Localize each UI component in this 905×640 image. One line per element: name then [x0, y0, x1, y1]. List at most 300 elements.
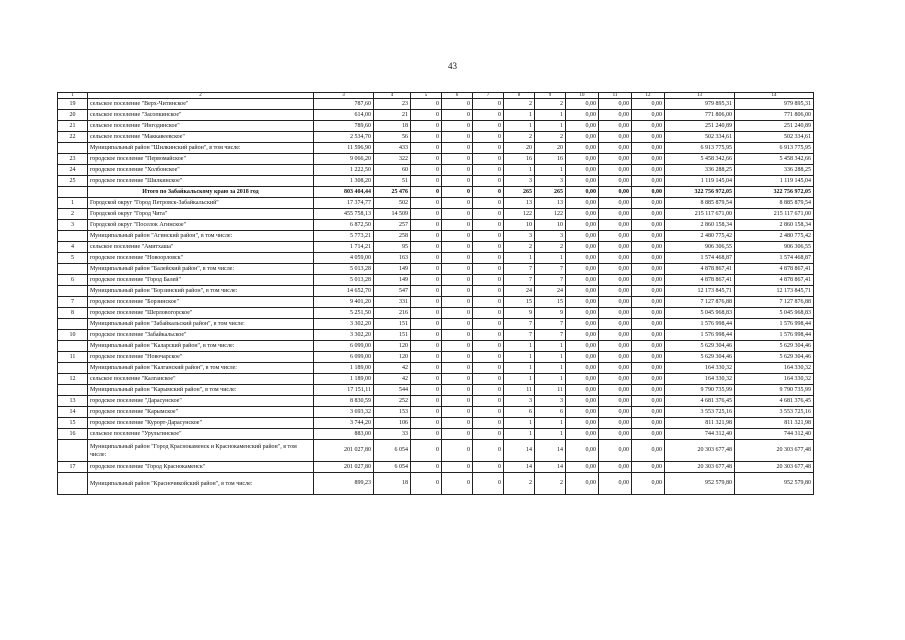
- value-cell: 0: [473, 407, 504, 418]
- table-row: [58, 297, 814, 308]
- value-cell: 20 303 677,48: [735, 462, 814, 473]
- value-cell: 9 401,20: [314, 297, 374, 308]
- value-cell: 0: [442, 165, 473, 176]
- column-number: 14: [735, 93, 814, 99]
- value-cell: 0,00: [632, 143, 665, 154]
- table-row: [58, 396, 814, 407]
- name-cell: Муниципальный район "Карымский район", в том числе:: [88, 385, 314, 396]
- row-number-cell: [58, 286, 88, 297]
- name-cell: городское поселение "Первомайское": [88, 154, 314, 165]
- value-cell: 0,00: [566, 209, 599, 220]
- value-cell: 744 312,40: [665, 429, 735, 440]
- value-cell: 2: [535, 473, 566, 495]
- value-cell: 3 744,20: [314, 418, 374, 429]
- value-cell: 0,00: [632, 429, 665, 440]
- value-cell: 122: [504, 209, 535, 220]
- column-number: 3: [314, 93, 374, 99]
- table-row: [58, 132, 814, 143]
- value-cell: 5 458 342,66: [735, 154, 814, 165]
- column-number: 13: [665, 93, 735, 99]
- name-cell: сельское поселение "Ингодинское": [88, 121, 314, 132]
- value-cell: 4 878 867,41: [735, 275, 814, 286]
- value-cell: 1: [504, 121, 535, 132]
- value-cell: 6 099,00: [314, 352, 374, 363]
- value-cell: 3 693,32: [314, 407, 374, 418]
- value-cell: 7: [504, 330, 535, 341]
- value-cell: 0: [442, 209, 473, 220]
- table-row: [58, 121, 814, 132]
- value-cell: 322 756 972,05: [735, 187, 814, 198]
- value-cell: 9: [504, 308, 535, 319]
- value-cell: 151: [374, 330, 411, 341]
- name-cell: городское поселение "Город Краснокаменск": [88, 462, 314, 473]
- value-cell: 3: [535, 176, 566, 187]
- value-cell: 899,23: [314, 473, 374, 495]
- value-cell: 0,00: [632, 198, 665, 209]
- value-cell: 163: [374, 253, 411, 264]
- value-cell: 20 303 677,48: [735, 440, 814, 462]
- value-cell: 12 173 845,71: [665, 286, 735, 297]
- value-cell: 0,00: [632, 462, 665, 473]
- row-number-cell: 8: [58, 308, 88, 319]
- value-cell: 0: [473, 429, 504, 440]
- value-cell: 23: [374, 99, 411, 110]
- value-cell: 0,00: [632, 220, 665, 231]
- value-cell: 164 330,32: [735, 363, 814, 374]
- value-cell: 0: [442, 121, 473, 132]
- value-cell: 0: [442, 341, 473, 352]
- value-cell: 0,00: [632, 286, 665, 297]
- value-cell: 14: [535, 440, 566, 462]
- value-cell: 0,00: [632, 473, 665, 495]
- value-cell: 7: [535, 264, 566, 275]
- value-cell: 0: [473, 363, 504, 374]
- name-cell: Городской округ "Город Петровск-Забайкальский": [88, 198, 314, 209]
- row-number-cell: 19: [58, 99, 88, 110]
- value-cell: 257: [374, 220, 411, 231]
- value-cell: 7: [535, 275, 566, 286]
- value-cell: 0,00: [599, 176, 632, 187]
- value-cell: 14: [504, 440, 535, 462]
- value-cell: 0,00: [632, 319, 665, 330]
- value-cell: 0: [442, 308, 473, 319]
- table-row: [58, 429, 814, 440]
- value-cell: 0: [442, 110, 473, 121]
- value-cell: 5 013,28: [314, 275, 374, 286]
- value-cell: 9 790 735,99: [735, 385, 814, 396]
- table-row: [58, 330, 814, 341]
- value-cell: 883,00: [314, 429, 374, 440]
- value-cell: 2 860 158,34: [665, 220, 735, 231]
- value-cell: 95: [374, 242, 411, 253]
- value-cell: 0: [411, 121, 442, 132]
- value-cell: 5 045 968,83: [735, 308, 814, 319]
- value-cell: 0: [411, 209, 442, 220]
- row-number-cell: 14: [58, 407, 88, 418]
- value-cell: 0,00: [566, 165, 599, 176]
- value-cell: 1: [535, 418, 566, 429]
- value-cell: 502 334,61: [665, 132, 735, 143]
- row-number-cell: [58, 473, 88, 495]
- value-cell: 2: [535, 132, 566, 143]
- value-cell: 952 579,80: [665, 473, 735, 495]
- value-cell: 952 579,80: [735, 473, 814, 495]
- value-cell: 787,60: [314, 99, 374, 110]
- value-cell: 0,00: [566, 330, 599, 341]
- table-row: [58, 143, 814, 154]
- value-cell: 0: [473, 198, 504, 209]
- value-cell: 0,00: [599, 286, 632, 297]
- value-cell: 13: [504, 198, 535, 209]
- value-cell: 122: [535, 209, 566, 220]
- value-cell: 0: [473, 242, 504, 253]
- value-cell: 33: [374, 429, 411, 440]
- value-cell: 0,00: [566, 110, 599, 121]
- value-cell: 0,00: [566, 99, 599, 110]
- value-cell: 6 054: [374, 462, 411, 473]
- value-cell: 0,00: [566, 374, 599, 385]
- value-cell: 7: [535, 330, 566, 341]
- value-cell: 0,00: [599, 242, 632, 253]
- value-cell: 1 189,00: [314, 374, 374, 385]
- value-cell: 1: [535, 363, 566, 374]
- value-cell: 0,00: [599, 429, 632, 440]
- value-cell: 1 574 468,87: [665, 253, 735, 264]
- value-cell: 0: [473, 99, 504, 110]
- value-cell: 0: [411, 462, 442, 473]
- value-cell: 120: [374, 341, 411, 352]
- value-cell: 14: [504, 462, 535, 473]
- value-cell: 9 790 735,99: [665, 385, 735, 396]
- value-cell: 252: [374, 396, 411, 407]
- row-number-cell: [58, 187, 88, 198]
- value-cell: 5 458 342,66: [665, 154, 735, 165]
- name-cell: сельское поселение "Верх-Читинское": [88, 99, 314, 110]
- value-cell: 979 895,31: [665, 99, 735, 110]
- value-cell: 0,00: [632, 242, 665, 253]
- name-cell: Городской округ "Город Чита": [88, 209, 314, 220]
- value-cell: 4 878 867,41: [735, 264, 814, 275]
- table-body: [58, 93, 814, 495]
- value-cell: 14: [535, 462, 566, 473]
- value-cell: 0,00: [599, 110, 632, 121]
- value-cell: 1: [504, 341, 535, 352]
- table-row: [58, 308, 814, 319]
- value-cell: 0: [411, 242, 442, 253]
- value-cell: 0,00: [566, 264, 599, 275]
- value-cell: 20: [504, 143, 535, 154]
- value-cell: 17 374,77: [314, 198, 374, 209]
- value-cell: 0,00: [566, 462, 599, 473]
- value-cell: 0: [411, 99, 442, 110]
- value-cell: 0,00: [599, 418, 632, 429]
- value-cell: 0: [411, 198, 442, 209]
- value-cell: 0: [473, 462, 504, 473]
- table-row: [58, 99, 814, 110]
- row-number-cell: 6: [58, 275, 88, 286]
- value-cell: 0: [411, 110, 442, 121]
- value-cell: 0,00: [632, 99, 665, 110]
- value-cell: 0,00: [632, 352, 665, 363]
- value-cell: 3: [535, 231, 566, 242]
- value-cell: 0,00: [566, 121, 599, 132]
- value-cell: 0,00: [566, 429, 599, 440]
- value-cell: 0,00: [632, 231, 665, 242]
- value-cell: 0: [473, 154, 504, 165]
- table-row: [58, 253, 814, 264]
- value-cell: 0,00: [632, 110, 665, 121]
- value-cell: 0,00: [632, 297, 665, 308]
- table-row: [58, 165, 814, 176]
- value-cell: 0,00: [566, 275, 599, 286]
- value-cell: 0: [473, 132, 504, 143]
- value-cell: 979 895,31: [735, 99, 814, 110]
- value-cell: 11: [535, 385, 566, 396]
- value-cell: 164 330,32: [665, 363, 735, 374]
- table-row: [58, 286, 814, 297]
- value-cell: 20: [535, 143, 566, 154]
- value-cell: 0,00: [599, 198, 632, 209]
- value-cell: 0,00: [599, 330, 632, 341]
- row-number-cell: 10: [58, 330, 88, 341]
- value-cell: 0,00: [632, 341, 665, 352]
- column-number: 11: [599, 93, 632, 99]
- value-cell: 0: [411, 374, 442, 385]
- value-cell: 0,00: [599, 374, 632, 385]
- value-cell: 0: [473, 165, 504, 176]
- value-cell: 0: [473, 385, 504, 396]
- value-cell: 1: [504, 352, 535, 363]
- value-cell: 0: [473, 286, 504, 297]
- value-cell: 265: [504, 187, 535, 198]
- name-cell: сельское поселение "Амитхаша": [88, 242, 314, 253]
- table-row: [58, 264, 814, 275]
- value-cell: 336 288,25: [735, 165, 814, 176]
- value-cell: 0: [442, 440, 473, 462]
- value-cell: 0,00: [632, 132, 665, 143]
- value-cell: 149: [374, 275, 411, 286]
- name-cell: Муниципальный район "Агинский район", в том числе:: [88, 231, 314, 242]
- row-number-cell: [58, 319, 88, 330]
- value-cell: 0: [411, 385, 442, 396]
- value-cell: 547: [374, 286, 411, 297]
- value-cell: 120: [374, 352, 411, 363]
- value-cell: 3 553 725,16: [665, 407, 735, 418]
- value-cell: 0: [442, 264, 473, 275]
- value-cell: 1 574 468,87: [735, 253, 814, 264]
- value-cell: 0,00: [632, 187, 665, 198]
- value-cell: 0,00: [632, 330, 665, 341]
- value-cell: 544: [374, 385, 411, 396]
- value-cell: 0: [473, 264, 504, 275]
- value-cell: 0: [411, 330, 442, 341]
- value-cell: 0,00: [566, 341, 599, 352]
- value-cell: 0: [442, 462, 473, 473]
- value-cell: 1 308,20: [314, 176, 374, 187]
- name-cell: городское поселение "Холбонское": [88, 165, 314, 176]
- name-cell: городское поселение "Шилкинское": [88, 176, 314, 187]
- value-cell: 0,00: [566, 385, 599, 396]
- value-cell: 11 596,90: [314, 143, 374, 154]
- value-cell: 0: [411, 341, 442, 352]
- value-cell: 2 480 775,42: [735, 231, 814, 242]
- value-cell: 6 913 775,95: [665, 143, 735, 154]
- value-cell: 1: [504, 165, 535, 176]
- value-cell: 0: [473, 121, 504, 132]
- value-cell: 771 806,00: [665, 110, 735, 121]
- value-cell: 0,00: [566, 352, 599, 363]
- column-number: 7: [473, 93, 504, 99]
- table-row: [58, 209, 814, 220]
- value-cell: 5 629 304,46: [665, 352, 735, 363]
- value-cell: 502 334,61: [735, 132, 814, 143]
- table-row: [58, 462, 814, 473]
- value-cell: 0: [411, 154, 442, 165]
- name-cell: сельское поселение "Засопкинское": [88, 110, 314, 121]
- value-cell: 811 321,98: [735, 418, 814, 429]
- value-cell: 0,00: [599, 132, 632, 143]
- value-cell: 614,00: [314, 110, 374, 121]
- row-number-cell: 3: [58, 220, 88, 231]
- value-cell: 56: [374, 132, 411, 143]
- value-cell: 215 117 671,00: [665, 209, 735, 220]
- value-cell: 5 629 304,46: [665, 341, 735, 352]
- value-cell: 0: [442, 176, 473, 187]
- value-cell: 24: [535, 286, 566, 297]
- value-cell: 0,00: [566, 242, 599, 253]
- row-number-cell: 1: [58, 198, 88, 209]
- value-cell: 0: [411, 176, 442, 187]
- value-cell: 24: [504, 286, 535, 297]
- value-cell: 0,00: [566, 473, 599, 495]
- value-cell: 0: [442, 187, 473, 198]
- table-row: [58, 231, 814, 242]
- value-cell: 5 251,50: [314, 308, 374, 319]
- value-cell: 0: [473, 297, 504, 308]
- value-cell: 1 189,00: [314, 363, 374, 374]
- value-cell: 0: [442, 374, 473, 385]
- value-cell: 3 553 725,16: [735, 407, 814, 418]
- value-cell: 42: [374, 363, 411, 374]
- value-cell: 0,00: [599, 352, 632, 363]
- value-cell: 0,00: [599, 264, 632, 275]
- value-cell: 42: [374, 374, 411, 385]
- value-cell: 0,00: [599, 165, 632, 176]
- page-number: 43: [448, 61, 457, 71]
- value-cell: 0: [473, 110, 504, 121]
- value-cell: 0: [442, 352, 473, 363]
- value-cell: 0: [473, 143, 504, 154]
- column-number: 8: [504, 93, 535, 99]
- table-row: [58, 385, 814, 396]
- value-cell: 0,00: [599, 220, 632, 231]
- value-cell: 0,00: [599, 231, 632, 242]
- value-cell: 1 576 998,44: [665, 319, 735, 330]
- value-cell: 0: [411, 264, 442, 275]
- value-cell: 0,00: [632, 176, 665, 187]
- value-cell: 0: [473, 319, 504, 330]
- value-cell: 2 480 775,42: [665, 231, 735, 242]
- value-cell: 0,00: [566, 363, 599, 374]
- value-cell: 251 240,89: [735, 121, 814, 132]
- value-cell: 2: [535, 242, 566, 253]
- table-row: [58, 341, 814, 352]
- value-cell: 0,00: [599, 121, 632, 132]
- value-cell: 60: [374, 165, 411, 176]
- value-cell: 7 127 876,88: [665, 297, 735, 308]
- value-cell: 1: [504, 253, 535, 264]
- name-cell: сельское поселение "Маккавеевское": [88, 132, 314, 143]
- value-cell: 0,00: [599, 154, 632, 165]
- value-cell: 0: [473, 473, 504, 495]
- value-cell: 455 758,13: [314, 209, 374, 220]
- value-cell: 3 302,20: [314, 330, 374, 341]
- table-row: [58, 418, 814, 429]
- value-cell: 10: [535, 220, 566, 231]
- value-cell: 6 913 775,95: [735, 143, 814, 154]
- table-row: [58, 220, 814, 231]
- value-cell: 6: [504, 407, 535, 418]
- value-cell: 0: [411, 165, 442, 176]
- value-cell: 0: [442, 297, 473, 308]
- value-cell: 0,00: [632, 308, 665, 319]
- value-cell: 0: [442, 396, 473, 407]
- value-cell: 201 027,80: [314, 440, 374, 462]
- value-cell: 0,00: [566, 440, 599, 462]
- value-cell: 0: [442, 220, 473, 231]
- value-cell: 0: [411, 429, 442, 440]
- value-cell: 0: [473, 308, 504, 319]
- table-row: [58, 275, 814, 286]
- value-cell: 0: [442, 99, 473, 110]
- value-cell: 51: [374, 176, 411, 187]
- value-cell: 7: [504, 264, 535, 275]
- value-cell: 1: [504, 429, 535, 440]
- value-cell: 0,00: [599, 396, 632, 407]
- value-cell: 0: [442, 275, 473, 286]
- value-cell: 0: [473, 330, 504, 341]
- value-cell: 9: [535, 308, 566, 319]
- value-cell: 11: [504, 385, 535, 396]
- value-cell: 0,00: [566, 407, 599, 418]
- value-cell: 0: [442, 242, 473, 253]
- value-cell: 0,00: [599, 253, 632, 264]
- value-cell: 258: [374, 231, 411, 242]
- row-number-cell: [58, 143, 88, 154]
- value-cell: 20 303 677,48: [665, 462, 735, 473]
- value-cell: 1 714,21: [314, 242, 374, 253]
- value-cell: 0: [473, 176, 504, 187]
- value-cell: 1: [535, 110, 566, 121]
- value-cell: 151: [374, 319, 411, 330]
- value-cell: 9 066,20: [314, 154, 374, 165]
- value-cell: 771 806,00: [735, 110, 814, 121]
- value-cell: 21: [374, 110, 411, 121]
- value-cell: 1 119 145,04: [735, 176, 814, 187]
- value-cell: 0,00: [599, 308, 632, 319]
- name-cell: городское поселение "Курорт-Дарасунское": [88, 418, 314, 429]
- row-number-cell: [58, 363, 88, 374]
- value-cell: 18: [374, 473, 411, 495]
- value-cell: 6 872,50: [314, 220, 374, 231]
- value-cell: 25 476: [374, 187, 411, 198]
- value-cell: 0,00: [632, 363, 665, 374]
- value-cell: 1: [535, 165, 566, 176]
- value-cell: 2: [504, 99, 535, 110]
- value-cell: 1 576 998,44: [735, 319, 814, 330]
- row-number-cell: 20: [58, 110, 88, 121]
- value-cell: 5 629 304,46: [735, 352, 814, 363]
